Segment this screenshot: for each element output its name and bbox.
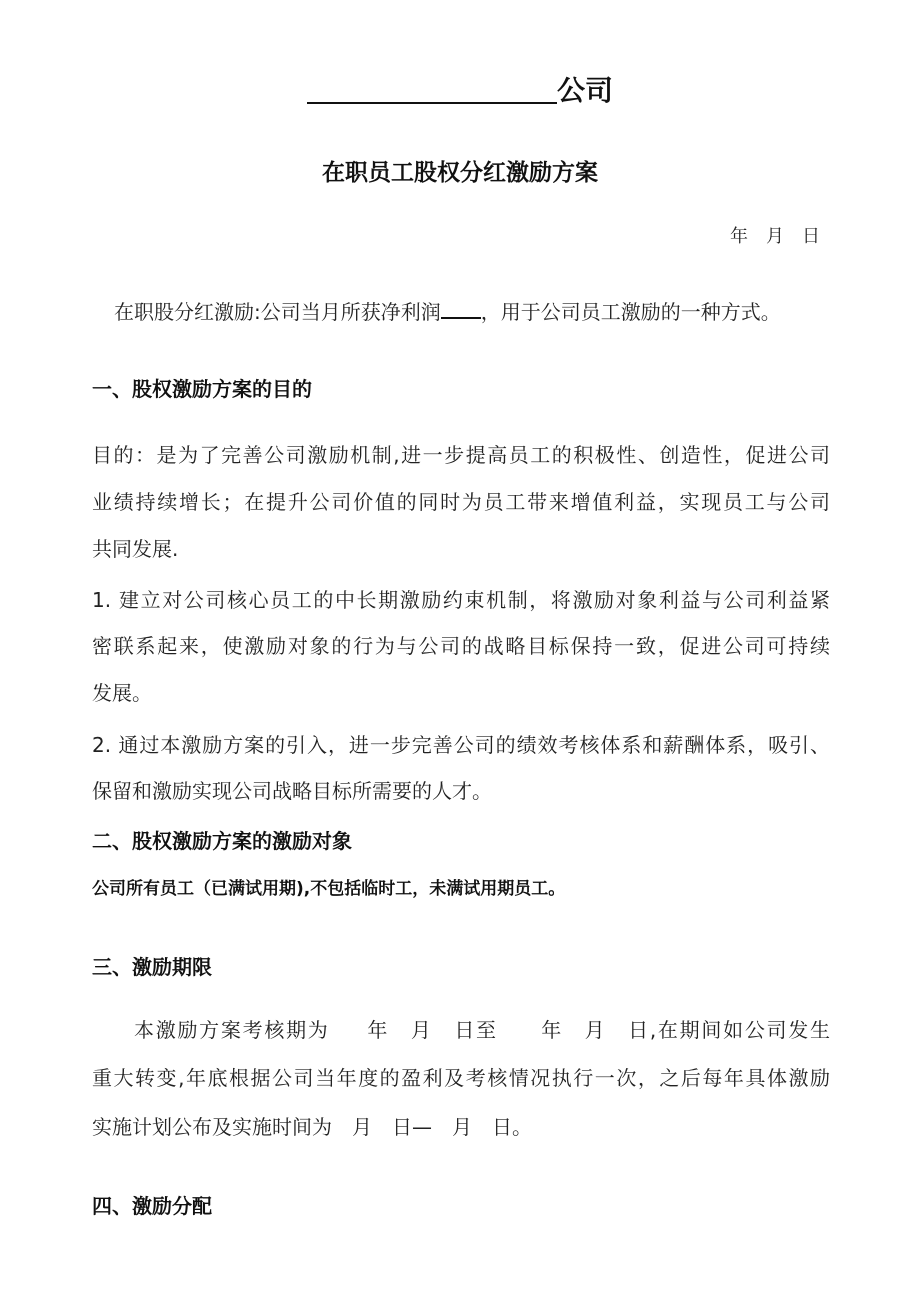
section-heading: 三、激励期限 <box>92 955 212 979</box>
document-title: 在职员工股权分红激励方案 <box>322 160 598 186</box>
paragraph-line: 密联系起来，使激励对象的行为与公司的战略目标保持一致，促进公司可持续 <box>92 634 830 658</box>
company-suffix: 公司 <box>556 74 613 107</box>
paragraph-line: 保留和激励实现公司战略目标所需要的人才。 <box>92 779 492 803</box>
paragraph-line: 共同发展. <box>92 537 179 561</box>
eligibility-text: 公司所有员工（已满试用期),不包括临时工，未满试用期员工。 <box>92 879 566 899</box>
section-heading: 一、股权激励方案的目的 <box>92 377 312 401</box>
paragraph-line: 本激励方案考核期为 年 月 日至 年 月 日,在期间如公司发生 <box>134 1018 830 1042</box>
paragraph-line: 业绩持续增长；在提升公司价值的同时为员工带来增值利益，实现员工与公司 <box>92 490 830 514</box>
paragraph-line: 发展。 <box>92 681 152 705</box>
profit-blank <box>441 299 481 319</box>
company-title <box>0 74 920 108</box>
intro-text: 在职股分红激励:公司当月所获净利润 <box>114 300 441 324</box>
company-name-blank <box>307 74 557 104</box>
paragraph-line: 1. 建立对公司核心员工的中长期激励约束机制，将激励对象利益与公司利益紧 <box>92 588 830 612</box>
document-date: 年 月 日 <box>730 226 820 247</box>
paragraph-line: 重大转变,年底根据公司当年度的盈利及考核情况执行一次，之后每年具体激励 <box>92 1066 830 1090</box>
intro-paragraph <box>114 299 852 325</box>
paragraph-line: 实施计划公布及实施时间为 月 日— 月 日。 <box>92 1115 532 1139</box>
paragraph-line: 目的：是为了完善公司激励机制,进一步提高员工的积极性、创造性，促进公司 <box>92 443 830 467</box>
section-heading: 二、股权激励方案的激励对象 <box>92 829 352 853</box>
paragraph-line: 2. 通过本激励方案的引入，进一步完善公司的绩效考核体系和薪酬体系，吸引、 <box>92 733 830 757</box>
intro-text-end: ，用于公司员工激励的一种方式。 <box>480 300 781 324</box>
section-heading: 四、激励分配 <box>92 1194 212 1218</box>
